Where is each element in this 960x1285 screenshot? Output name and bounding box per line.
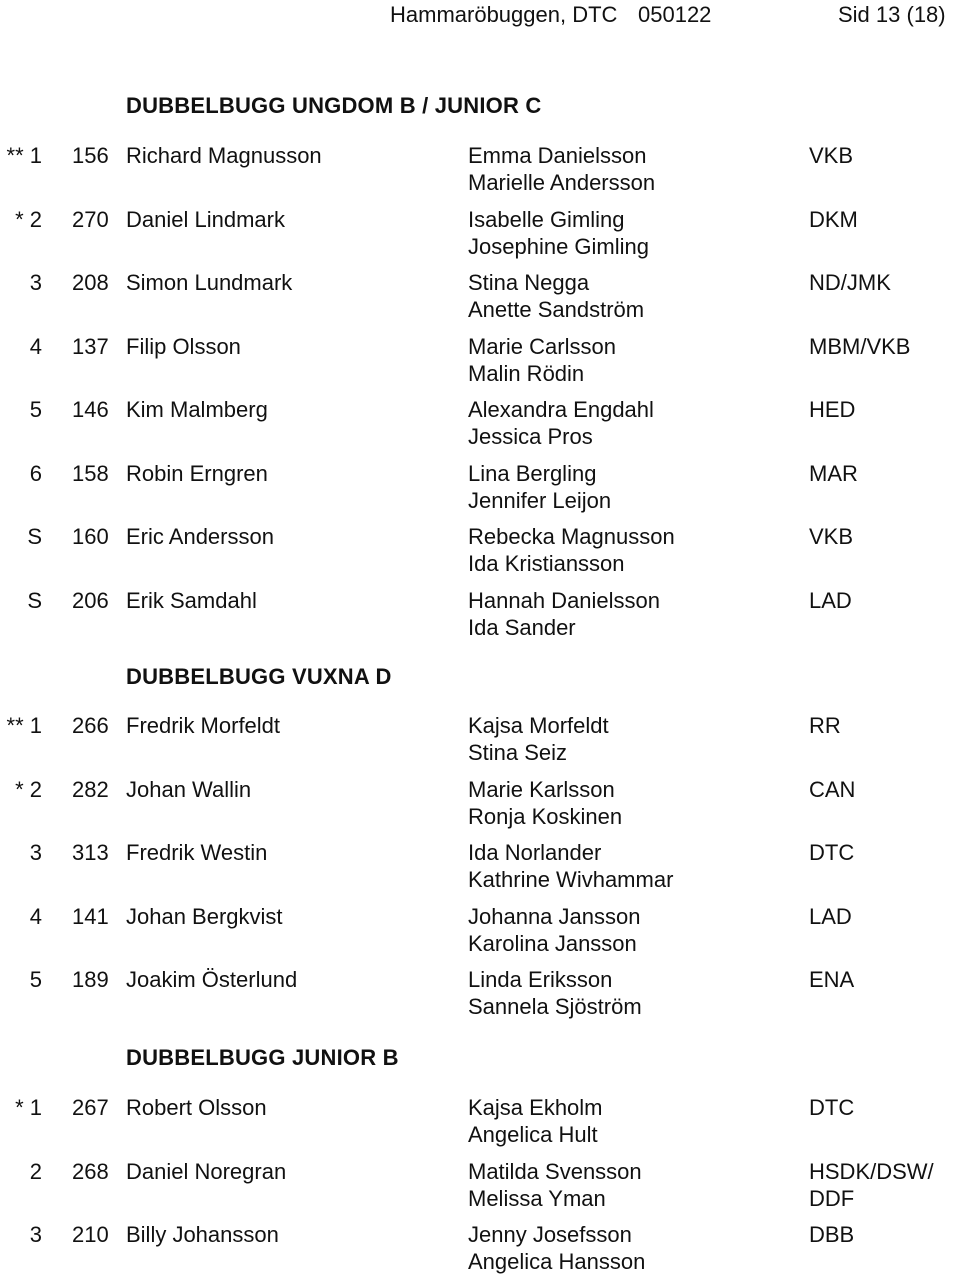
club-code: HSDK/DSW/: [809, 1158, 934, 1184]
section-title: DUBBELBUGG JUNIOR B: [126, 1045, 399, 1070]
dancer-name: Daniel Lindmark: [126, 206, 285, 232]
start-number: 208: [72, 270, 109, 295]
result-row: [0, 966, 960, 1030]
result-row: [0, 269, 960, 333]
placement: S: [27, 524, 42, 549]
club-code: CAN: [809, 776, 856, 802]
club-code: RR: [809, 713, 841, 738]
club-code: DTC: [809, 840, 855, 865]
result-row: [0, 903, 960, 967]
result-row: [0, 1221, 960, 1285]
dancer-name: Joakim Österlund: [126, 967, 298, 992]
dancer-name: Filip Olsson: [126, 333, 241, 359]
partner-name-1: Alexandra Engdahl: [468, 397, 654, 422]
partner-name-1: Kajsa Morfeldt: [468, 713, 609, 738]
placement: * 2: [15, 776, 42, 802]
start-number: 270: [72, 206, 109, 232]
dancer-name: Billy Johansson: [126, 1222, 279, 1247]
placement: 5: [29, 397, 42, 422]
partner-name-2: Sannela Sjöström: [468, 994, 642, 1019]
partner-name-2: Stina Seiz: [468, 740, 568, 765]
partner-name-2: Ida Sander: [468, 614, 576, 640]
partner-name-1: Hannah Danielsson: [468, 587, 661, 613]
section-entries: [0, 1094, 960, 1285]
result-row: [0, 460, 960, 524]
partner-name-1: Lina Bergling: [468, 460, 597, 486]
partner-name-2: Malin Rödin: [468, 360, 585, 386]
partner-name-2: Marielle Andersson: [468, 170, 656, 195]
club-code: LAD: [809, 587, 852, 613]
dancer-name: Johan Bergkvist: [126, 903, 283, 929]
result-row: [0, 1094, 960, 1158]
section-title: DUBBELBUGG UNGDOM B / JUNIOR C: [126, 93, 542, 118]
dancer-name: Kim Malmberg: [126, 397, 268, 422]
placement: ** 1: [6, 143, 42, 168]
placement: 3: [29, 270, 42, 295]
placement: 5: [29, 967, 42, 992]
result-row: [0, 587, 960, 651]
result-row: [0, 712, 960, 776]
club-code: MBM/VKB: [809, 333, 911, 359]
start-number: 160: [72, 524, 109, 549]
page-header: [390, 2, 954, 32]
document-date: 050122: [638, 2, 712, 27]
result-row: [0, 523, 960, 587]
start-number: 282: [72, 776, 109, 802]
start-number: 267: [72, 1095, 109, 1120]
partner-name-1: Linda Eriksson: [468, 967, 613, 992]
club-code: ND/JMK: [809, 270, 891, 295]
partner-name-1: Emma Danielsson: [468, 143, 647, 168]
section-entries: [0, 712, 960, 1030]
start-number: 137: [72, 333, 109, 359]
section-entries: [0, 142, 960, 650]
start-number: 210: [72, 1222, 109, 1247]
club-code: VKB: [809, 143, 854, 168]
document-title: Hammaröbuggen, DTC: [390, 2, 618, 27]
placement: ** 1: [6, 713, 42, 738]
placement: S: [27, 587, 42, 613]
partner-name-1: Johanna Jansson: [468, 903, 641, 929]
partner-name-2: Ronja Koskinen: [468, 803, 623, 829]
partner-name-2: Kathrine Wivhammar: [468, 867, 674, 892]
start-number: 206: [72, 587, 109, 613]
dancer-name: Simon Lundmark: [126, 270, 293, 295]
partner-name-1: Marie Karlsson: [468, 776, 615, 802]
placement: 6: [29, 460, 42, 486]
placement: 3: [29, 840, 42, 865]
partner-name-1: Kajsa Ekholm: [468, 1095, 603, 1120]
partner-name-2: Karolina Jansson: [468, 930, 637, 956]
partner-name-2: Anette Sandström: [468, 297, 645, 322]
result-row: [0, 1158, 960, 1222]
result-row: [0, 333, 960, 397]
start-number: 313: [72, 840, 109, 865]
club-code: ENA: [809, 967, 855, 992]
partner-name-2: Angelica Hansson: [468, 1249, 646, 1274]
placement: 4: [29, 903, 42, 929]
start-number: 268: [72, 1158, 109, 1184]
placement: 3: [29, 1222, 42, 1247]
partner-name-2: Jennifer Leijon: [468, 487, 612, 513]
start-number: 266: [72, 713, 109, 738]
dancer-name: Eric Andersson: [126, 524, 274, 549]
dancer-name: Fredrik Westin: [126, 840, 268, 865]
dancer-name: Erik Samdahl: [126, 587, 257, 613]
placement: * 1: [15, 1095, 42, 1120]
club-code-2: DDF: [809, 1185, 855, 1211]
page-number: Sid 13 (18): [838, 2, 946, 27]
result-row: [0, 206, 960, 270]
dancer-name: Robin Erngren: [126, 460, 268, 486]
partner-name-2: Jessica Pros: [468, 424, 593, 449]
dancer-name: Richard Magnusson: [126, 143, 322, 168]
club-code: DBB: [809, 1222, 855, 1247]
dancer-name: Daniel Noregran: [126, 1158, 287, 1184]
partner-name-1: Ida Norlander: [468, 840, 602, 865]
start-number: 189: [72, 967, 109, 992]
start-number: 158: [72, 460, 109, 486]
result-row: [0, 142, 960, 206]
partner-name-1: Stina Negga: [468, 270, 590, 295]
start-number: 141: [72, 903, 109, 929]
result-row: [0, 396, 960, 460]
section-title: DUBBELBUGG VUXNA D: [126, 664, 392, 689]
partner-name-1: Isabelle Gimling: [468, 206, 625, 232]
result-row: [0, 839, 960, 903]
start-number: 146: [72, 397, 109, 422]
club-code: DKM: [809, 206, 858, 232]
club-code: MAR: [809, 460, 858, 486]
dancer-name: Fredrik Morfeldt: [126, 713, 281, 738]
partner-name-2: Josephine Gimling: [468, 233, 649, 259]
partner-name-1: Jenny Josefsson: [468, 1222, 632, 1247]
partner-name-2: Ida Kristiansson: [468, 551, 625, 576]
dancer-name: Robert Olsson: [126, 1095, 267, 1120]
club-code: HED: [809, 397, 856, 422]
partner-name-1: Marie Carlsson: [468, 333, 616, 359]
club-code: VKB: [809, 524, 854, 549]
partner-name-2: Melissa Yman: [468, 1185, 606, 1211]
club-code: LAD: [809, 903, 852, 929]
start-number: 156: [72, 143, 109, 168]
partner-name-1: Matilda Svensson: [468, 1158, 642, 1184]
placement: 2: [29, 1158, 42, 1184]
result-row: [0, 776, 960, 840]
placement: 4: [29, 333, 42, 359]
partner-name-2: Angelica Hult: [468, 1122, 598, 1147]
club-code: DTC: [809, 1095, 855, 1120]
partner-name-1: Rebecka Magnusson: [468, 524, 675, 549]
placement: * 2: [15, 206, 42, 232]
dancer-name: Johan Wallin: [126, 776, 252, 802]
